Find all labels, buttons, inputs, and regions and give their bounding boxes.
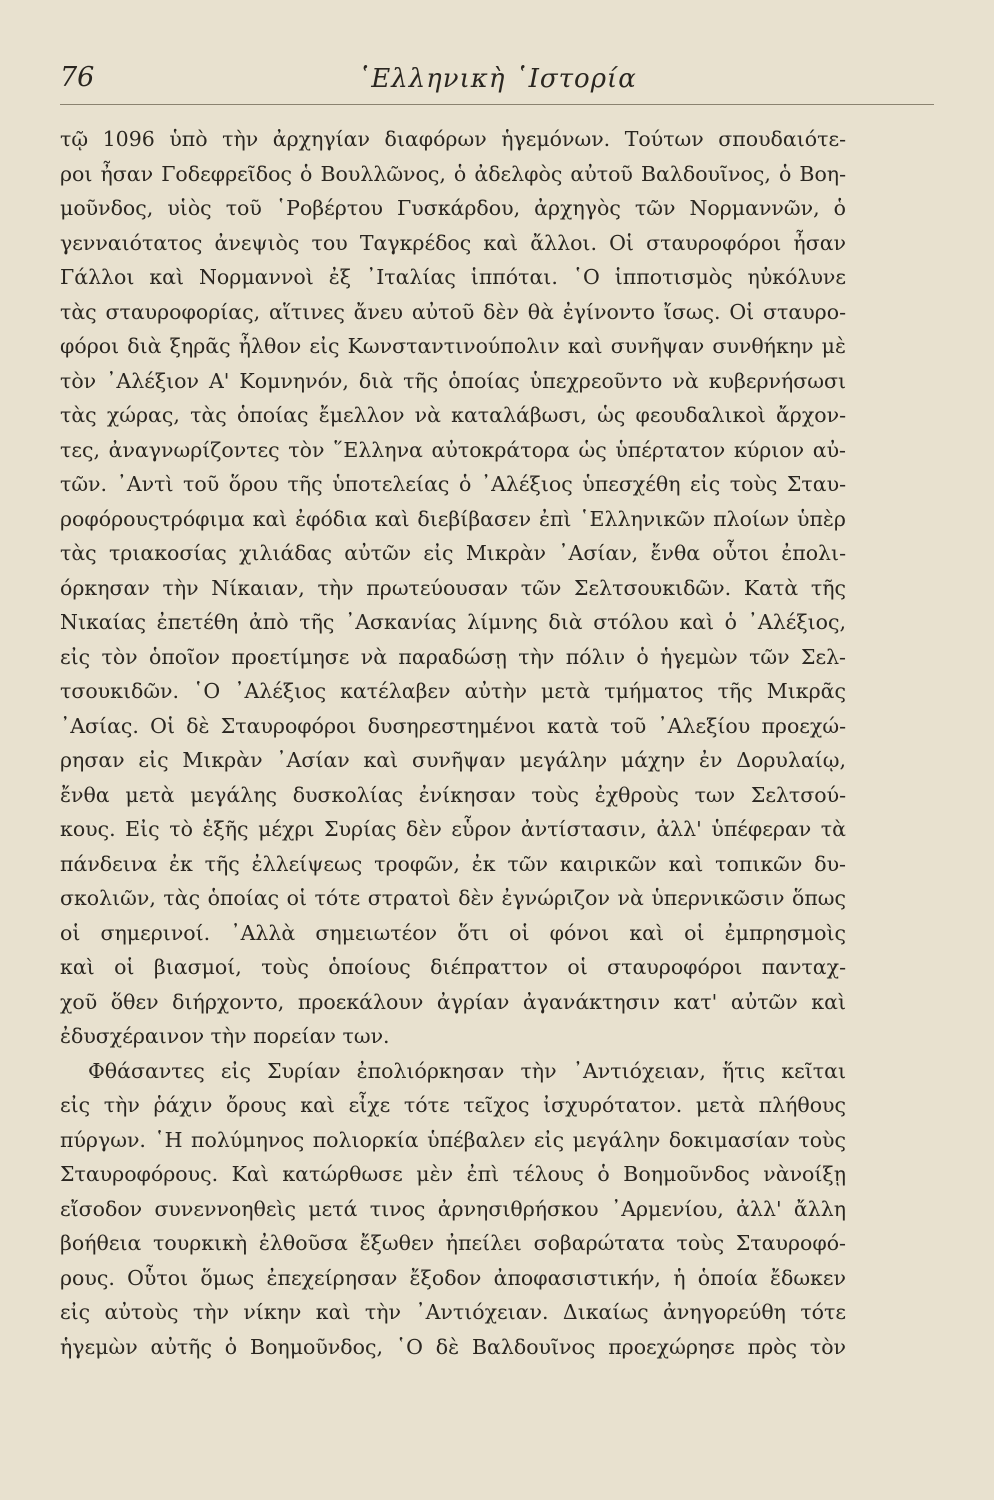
text-line: ροφόρουςτρόφιμα καὶ ἐφόδια καὶ διεβίβασεν ἐπὶ ῾Ελληνικῶν πλοίων ὑπὲρ	[60, 506, 846, 531]
page-number: 76	[60, 62, 95, 93]
text-line: Νικαίας ἐπετέθη ἀπὸ τῆς ᾿Ασκανίας λίμνης διὰ στόλου καὶ ὁ ᾿Αλέξιος,	[60, 610, 846, 634]
text-line: εἰς τὴν ῥάχιν ὄρους καὶ εἶχε τότε τεῖχος ἰσχυρότατον. μετὰ πλήθους	[60, 1093, 846, 1117]
text-line: τσουκιδῶν. ῾Ο ᾿Αλέξιος κατέλαβεν αὐτὴν μετὰ τμήματος τῆς Μικρᾶς	[60, 679, 846, 703]
page-header	[60, 62, 934, 102]
text-line: τῶν. ᾿Αντὶ τοῦ ὅρου τῆς ὑποτελείας ὁ ᾿Αλέξιος ὑπεσχέθη εἰς τοὺς Σταυ-	[60, 472, 846, 496]
text-line: εἰς αὐτοὺς τὴν νίκην καὶ τὴν ᾿Αντιόχειαν. Δικαίως ἀνηγορεύθη τότε	[60, 1300, 846, 1324]
text-line: ρους. Οὗτοι ὅμως ἐπεχείρησαν ἔξοδον ἀποφασιστικήν, ἡ ὁποία ἔδωκεν	[60, 1265, 846, 1290]
text-line: μοῦνδος, υἱὸς τοῦ ῾Ροβέρτου Γυσκάρδου, ἀρχηγὸς τῶν Νορμαννῶν, ὁ	[60, 196, 846, 220]
paragraph	[60, 122, 846, 1054]
text-line: βοήθεια τουρκικὴ ἐλθοῦσα ἔξωθεν ἠπείλει σοβαρώτατα τοὺς Σταυροφό-	[60, 1231, 846, 1255]
text-line: τὰς τριακοσίας χιλιάδας αὐτῶν εἰς Μικρὰν ᾿Ασίαν, ἔνθα οὗτοι ἐπολι-	[60, 541, 846, 565]
text-line: τὰς χώρας, τὰς ὁποίας ἔμελλον νὰ καταλάβωσι, ὡς φεουδαλικοὶ ἄρχον-	[60, 403, 846, 427]
text-line: τῷ 1096 ὑπὸ τὴν ἀρχηγίαν διαφόρων ἡγεμόνων. Τούτων σπουδαιότε-	[60, 127, 846, 151]
running-title: ῾Ελληνικὴ ῾Ιστορία	[357, 64, 637, 94]
text-line: πάνδεινα ἐκ τῆς ἐλλείψεως τροφῶν, ἐκ τῶν καιρικῶν καὶ τοπικῶν δυ-	[60, 851, 846, 876]
text-line: ἐδυσχέραινον τὴν πορείαν των.	[60, 1024, 390, 1048]
text-line: τὸν ᾿Αλέξιον Α' Κομνηνόν, διὰ τῆς ὁποίας ὑπεχρεοῦντο νὰ κυβερνήσωσι	[60, 368, 846, 393]
text-line: οἱ σημερινοί. ᾿Αλλὰ σημειωτέον ὅτι οἱ φόνοι καὶ οἱ ἐμπρησμοὶς	[60, 920, 846, 945]
text-line: Γάλλοι καὶ Νορμαννοὶ ἐξ ᾿Ιταλίας ἱππόται. ῾Ο ἱπποτισμὸς ηὐκόλυνε	[60, 265, 846, 289]
paragraph	[60, 1054, 846, 1365]
text-line: φόροι διὰ ξηρᾶς ἦλθον εἰς Κωνσταντινούπολιν καὶ συνῆψαν συνθήκην μὲ	[60, 334, 846, 358]
text-line: γενναιότατος ἀνεψιὸς του Ταγκρέδος καὶ ἄλλοι. Οἱ σταυροφόροι ἦσαν	[60, 230, 846, 255]
text-line: κους. Εἰς τὸ ἑξῆς μέχρι Συρίας δὲν εὗρον ἀντίστασιν, ἀλλ' ὑπέφεραν τὰ	[60, 817, 846, 841]
text-line: ροι ἦσαν Γοδεφρεῖδος ὁ Βουλλῶνος, ὁ ἀδελφὸς αὐτοῦ Βαλδουῖνος, ὁ Βοη-	[60, 161, 846, 186]
text-line: πύργων. ῾Η πολύμηνος πολιορκία ὑπέβαλεν εἰς μεγάλην δοκιμασίαν τοὺς	[60, 1127, 846, 1152]
header-rule	[60, 104, 934, 105]
text-line: καὶ οἱ βιασμοί, τοὺς ὁποίους διέπραττον οἱ σταυροφόροι πανταχ-	[60, 955, 846, 979]
text-line: Φθάσαντες εἰς Συρίαν ἐπολιόρκησαν τὴν ᾿Αντιόχειαν, ἥτις κεῖται	[88, 1058, 846, 1083]
body-text	[60, 122, 846, 1364]
text-line: χοῦ ὅθεν διήρχοντο, προεκάλουν ἀγρίαν ἀγανάκτησιν κατ' αὐτῶν καὶ	[60, 989, 846, 1014]
text-line: ἡγεμὼν αὐτῆς ὁ Βοημοῦνδος, ῾Ο δὲ Βαλδουῖνος προεχώρησε πρὸς τὸν	[60, 1334, 846, 1359]
text-line: εἴσοδον συνεννοηθεὶς μετά τινος ἀρνησιθρήσκου ᾿Αρμενίου, ἀλλ' ἄλλη	[60, 1196, 846, 1221]
text-line: ρησαν εἰς Μικρὰν ᾿Ασίαν καὶ συνῆψαν μεγάλην μάχην ἐν Δορυλαίῳ,	[60, 748, 846, 772]
text-line: τὰς σταυροφορίας, αἵτινες ἄνευ αὐτοῦ δὲν θὰ ἐγίνοντο ἴσως. Οἱ σταυρο-	[60, 299, 846, 324]
text-line: σκολιῶν, τὰς ὁποίας οἱ τότε στρατοὶ δὲν ἐγνώριζον νὰ ὑπερνικῶσιν ὅπως	[60, 886, 846, 910]
text-line: ᾿Ασίας. Οἱ δὲ Σταυροφόροι δυσηρεστημένοι κατὰ τοῦ ᾿Αλεξίου προεχώ-	[60, 713, 846, 738]
text-line: όρκησαν τὴν Νίκαιαν, τὴν πρωτεύουσαν τῶν Σελτσουκιδῶν. Κατὰ τῆς	[60, 575, 846, 600]
text-line: Σταυροφόρους. Καὶ κατώρθωσε μὲν ἐπὶ τέλους ὁ Βοημοῦνδος νὰνοίξῃ	[60, 1162, 846, 1186]
text-line: εἰς τὸν ὁποῖον προετίμησε νὰ παραδώσῃ τὴν πόλιν ὁ ἡγεμὼν τῶν Σελ-	[60, 644, 846, 669]
text-line: ἔνθα μετὰ μεγάλης δυσκολίας ἐνίκησαν τοὺς ἐχθροὺς των Σελτσού-	[60, 782, 846, 807]
text-line: τες, ἀναγνωρίζοντες τὸν ῞Ελληνα αὐτοκράτορα ὡς ὑπέρτατον κύριον αὐ-	[60, 437, 846, 462]
